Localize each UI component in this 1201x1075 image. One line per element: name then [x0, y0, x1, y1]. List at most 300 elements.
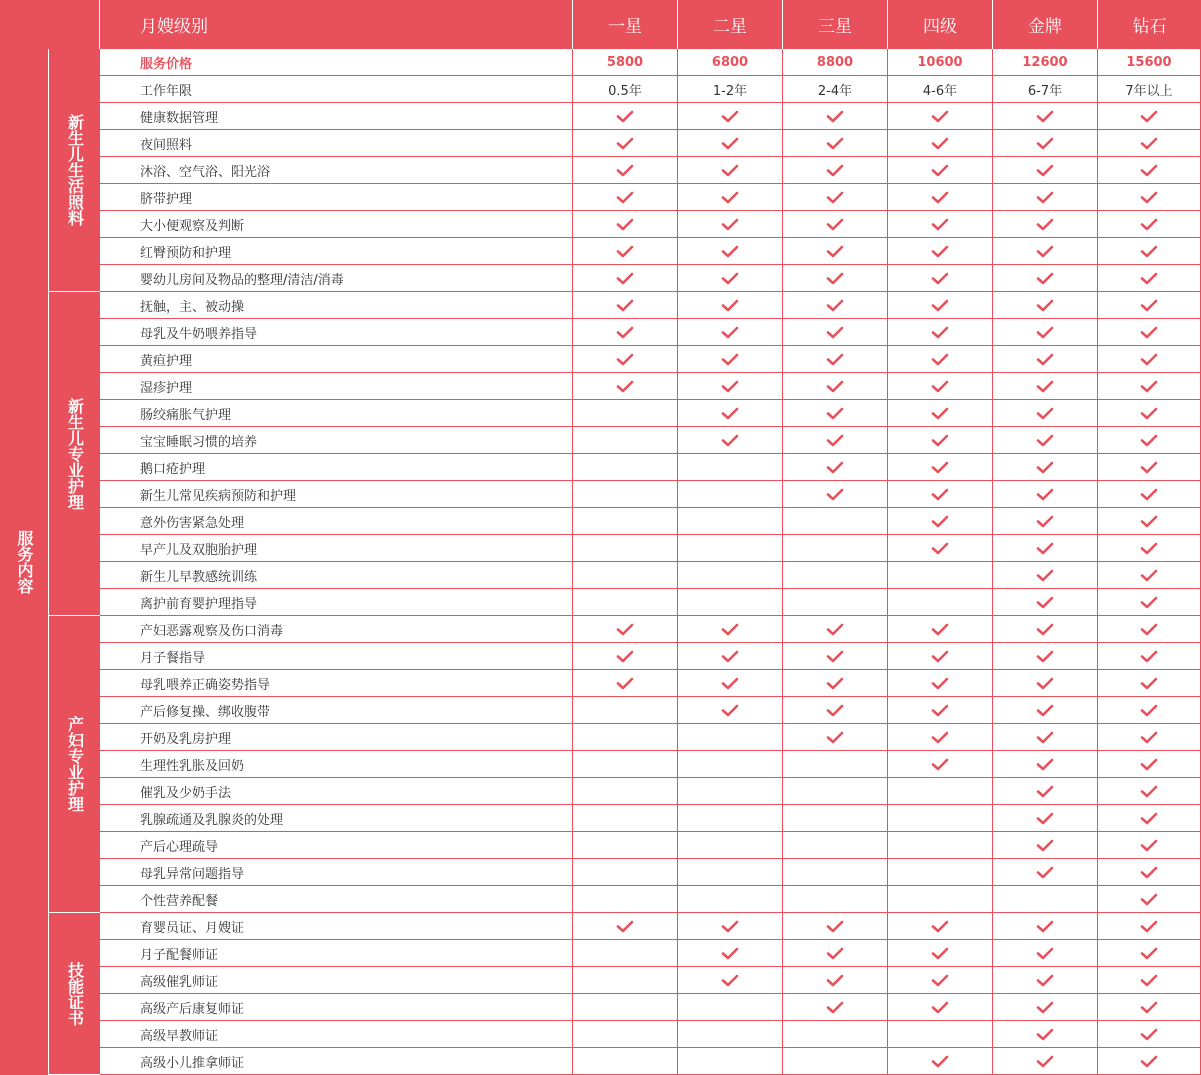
value-cell	[573, 508, 678, 535]
value-cell	[888, 346, 993, 373]
value-cell	[678, 130, 783, 157]
service-row-label	[100, 238, 573, 265]
check-icon	[616, 164, 634, 177]
value-cell	[1098, 76, 1201, 103]
check-icon	[1140, 1055, 1158, 1068]
check-icon	[1140, 245, 1158, 258]
check-icon	[1036, 974, 1054, 987]
row-label: 新生儿早教感统训练	[140, 569, 258, 585]
header-level-4	[888, 0, 993, 49]
section-3-label	[49, 616, 100, 913]
check-icon	[826, 623, 844, 636]
value-cell	[678, 859, 783, 886]
value-cell	[993, 805, 1098, 832]
header-level-1	[573, 0, 678, 49]
check-icon	[826, 488, 844, 501]
row-label: 肠绞痛胀气护理	[140, 407, 232, 423]
value-cell	[678, 481, 783, 508]
check-icon	[826, 1001, 844, 1014]
row-label: 脐带护理	[140, 191, 193, 207]
value-cell	[1098, 427, 1201, 454]
value-cell	[678, 238, 783, 265]
value-cell	[573, 589, 678, 616]
service-row-label	[100, 103, 573, 130]
check-icon	[826, 731, 844, 744]
value-cell	[573, 562, 678, 589]
service-row-label	[100, 859, 573, 886]
check-icon	[721, 272, 739, 285]
check-icon	[1140, 623, 1158, 636]
level-name: 三星	[818, 17, 852, 37]
value-cell	[1098, 373, 1201, 400]
row-label: 高级小儿推拿师证	[140, 1055, 245, 1071]
check-icon	[1140, 380, 1158, 393]
service-row-label	[100, 724, 573, 751]
check-icon	[1036, 677, 1054, 690]
value-cell	[1098, 49, 1201, 76]
row-label: 母乳异常问题指导	[140, 866, 245, 882]
value-cell	[888, 643, 993, 670]
value-cell	[993, 184, 1098, 211]
value-cell	[573, 535, 678, 562]
check-icon	[826, 272, 844, 285]
check-icon	[826, 353, 844, 366]
value-cell	[888, 1048, 993, 1075]
value-cell	[1098, 697, 1201, 724]
check-icon	[721, 974, 739, 987]
check-icon	[1036, 812, 1054, 825]
check-icon	[1036, 407, 1054, 420]
section-name: 技能证书	[65, 961, 85, 1026]
value-cell	[573, 994, 678, 1021]
value-cell	[993, 454, 1098, 481]
check-icon	[931, 164, 949, 177]
value-cell	[1098, 643, 1201, 670]
value-cell	[993, 1021, 1098, 1048]
value-cell	[783, 805, 888, 832]
check-icon	[931, 1055, 949, 1068]
value-cell	[783, 616, 888, 643]
check-icon	[826, 650, 844, 663]
check-icon	[1140, 137, 1158, 150]
value-cell	[993, 265, 1098, 292]
service-row-label	[100, 346, 573, 373]
value-cell	[1098, 319, 1201, 346]
check-icon	[1140, 1028, 1158, 1041]
value-cell	[993, 400, 1098, 427]
row-label: 离护前育婴护理指导	[140, 596, 258, 612]
value-cell	[678, 1021, 783, 1048]
value-cell	[1098, 562, 1201, 589]
check-icon	[616, 218, 634, 231]
value-cell	[573, 859, 678, 886]
value-cell	[678, 724, 783, 751]
check-icon	[721, 326, 739, 339]
check-icon	[1036, 596, 1054, 609]
check-icon	[1036, 920, 1054, 933]
value-cell	[888, 184, 993, 211]
check-icon	[1036, 785, 1054, 798]
row-label: 生理性乳胀及回奶	[140, 758, 245, 774]
value-cell	[573, 373, 678, 400]
check-icon	[826, 326, 844, 339]
value-cell	[783, 103, 888, 130]
value-cell	[993, 913, 1098, 940]
value-cell	[1098, 724, 1201, 751]
check-icon	[1036, 1001, 1054, 1014]
value-cell	[993, 373, 1098, 400]
header-level-5	[993, 0, 1098, 49]
level-name: 金牌	[1028, 17, 1062, 37]
check-icon	[826, 461, 844, 474]
value-cell	[1098, 346, 1201, 373]
section-4-label	[49, 913, 100, 1075]
check-icon	[1036, 110, 1054, 123]
check-icon	[616, 299, 634, 312]
check-icon	[931, 434, 949, 447]
value-cell	[1098, 211, 1201, 238]
price-value: 15600	[1126, 54, 1172, 70]
check-icon	[721, 704, 739, 717]
check-icon	[931, 650, 949, 663]
check-icon	[1140, 434, 1158, 447]
check-icon	[1140, 353, 1158, 366]
value-cell	[993, 157, 1098, 184]
check-icon	[616, 191, 634, 204]
value-cell	[1098, 508, 1201, 535]
check-icon	[1036, 218, 1054, 231]
service-row-label	[100, 994, 573, 1021]
value-cell	[783, 76, 888, 103]
check-icon	[931, 380, 949, 393]
check-icon	[616, 380, 634, 393]
value-cell	[888, 562, 993, 589]
check-icon	[931, 110, 949, 123]
value-cell	[1098, 994, 1201, 1021]
value-cell	[888, 697, 993, 724]
row-label: 月子配餐师证	[140, 947, 219, 963]
row-label: 服务价格	[140, 56, 193, 72]
check-icon	[616, 353, 634, 366]
row-label: 湿疹护理	[140, 380, 193, 396]
row-label: 婴幼儿房间及物品的整理/清洁/消毒	[140, 272, 344, 288]
row-label: 高级产后康复师证	[140, 1001, 245, 1017]
check-icon	[616, 677, 634, 690]
value-cell	[573, 913, 678, 940]
check-icon	[1036, 461, 1054, 474]
check-icon	[826, 191, 844, 204]
check-icon	[1140, 299, 1158, 312]
value-cell	[1098, 481, 1201, 508]
check-icon	[1140, 677, 1158, 690]
value-cell	[993, 292, 1098, 319]
check-icon	[616, 920, 634, 933]
value-cell	[573, 427, 678, 454]
value-cell	[678, 454, 783, 481]
service-row-label	[100, 1021, 573, 1048]
value-cell	[888, 76, 993, 103]
value-cell	[783, 589, 888, 616]
value-cell	[888, 751, 993, 778]
years-value: 6-7年	[1027, 83, 1063, 99]
service-row-label	[100, 913, 573, 940]
check-icon	[1140, 191, 1158, 204]
check-icon	[1140, 461, 1158, 474]
value-cell	[993, 508, 1098, 535]
value-cell	[888, 454, 993, 481]
check-icon	[1036, 866, 1054, 879]
row-label: 高级早教师证	[140, 1028, 219, 1044]
check-icon	[616, 110, 634, 123]
value-cell	[993, 697, 1098, 724]
value-cell	[573, 643, 678, 670]
value-cell	[1098, 940, 1201, 967]
check-icon	[721, 299, 739, 312]
row-label: 月子餐指导	[140, 650, 206, 666]
value-cell	[678, 832, 783, 859]
check-icon	[1036, 515, 1054, 528]
value-cell	[783, 211, 888, 238]
value-cell	[678, 1048, 783, 1075]
row-label: 高级催乳师证	[140, 974, 219, 990]
check-icon	[931, 218, 949, 231]
value-cell	[1098, 400, 1201, 427]
value-cell	[1098, 1021, 1201, 1048]
value-cell	[783, 1048, 888, 1075]
service-row-label	[100, 400, 573, 427]
check-icon	[721, 353, 739, 366]
value-cell	[993, 103, 1098, 130]
value-cell	[888, 805, 993, 832]
value-cell	[1098, 589, 1201, 616]
value-cell	[888, 238, 993, 265]
value-cell	[783, 427, 888, 454]
value-cell	[888, 859, 993, 886]
check-icon	[1036, 1028, 1054, 1041]
years-value: 1-2年	[712, 83, 748, 99]
check-icon	[1036, 434, 1054, 447]
check-icon	[826, 677, 844, 690]
value-cell	[993, 967, 1098, 994]
value-cell	[993, 859, 1098, 886]
value-cell	[573, 967, 678, 994]
check-icon	[1140, 812, 1158, 825]
check-icon	[721, 920, 739, 933]
value-cell	[888, 427, 993, 454]
row-label: 红臀预防和护理	[140, 245, 232, 261]
value-cell	[1098, 184, 1201, 211]
value-cell	[678, 508, 783, 535]
check-icon	[721, 218, 739, 231]
value-cell	[678, 967, 783, 994]
check-icon	[721, 380, 739, 393]
value-cell	[678, 751, 783, 778]
check-icon	[1036, 353, 1054, 366]
value-cell	[678, 670, 783, 697]
check-icon	[826, 218, 844, 231]
check-icon	[826, 245, 844, 258]
value-cell	[1098, 157, 1201, 184]
row-label: 工作年限	[140, 83, 193, 99]
check-icon	[1140, 893, 1158, 906]
value-cell	[573, 751, 678, 778]
check-icon	[1036, 488, 1054, 501]
service-row-label	[100, 454, 573, 481]
level-label-text: 月嫂级别	[140, 17, 208, 37]
check-icon	[721, 650, 739, 663]
price-value: 10600	[917, 54, 963, 70]
check-icon	[931, 326, 949, 339]
row-label: 产妇恶露观察及伤口消毒	[140, 623, 284, 639]
value-cell	[678, 562, 783, 589]
price-row-label	[100, 49, 573, 76]
value-cell	[573, 616, 678, 643]
years-row-label	[100, 76, 573, 103]
service-row-label	[100, 778, 573, 805]
value-cell	[783, 697, 888, 724]
check-icon	[1036, 704, 1054, 717]
check-icon	[1140, 110, 1158, 123]
check-icon	[1140, 326, 1158, 339]
check-icon	[931, 272, 949, 285]
check-icon	[826, 704, 844, 717]
value-cell	[888, 481, 993, 508]
check-icon	[931, 974, 949, 987]
value-cell	[888, 400, 993, 427]
check-icon	[826, 110, 844, 123]
value-cell	[1098, 238, 1201, 265]
value-cell	[783, 724, 888, 751]
value-cell	[678, 535, 783, 562]
row-label: 育婴员证、月嫂证	[140, 920, 245, 936]
check-icon	[1036, 191, 1054, 204]
section-name: 新生儿专业护理	[65, 397, 85, 510]
row-label: 产后修复操、绑收腹带	[140, 704, 271, 720]
value-cell	[783, 292, 888, 319]
value-cell	[573, 481, 678, 508]
check-icon	[931, 731, 949, 744]
value-cell	[1098, 1048, 1201, 1075]
value-cell	[888, 724, 993, 751]
value-cell	[678, 616, 783, 643]
service-row-label	[100, 184, 573, 211]
check-icon	[1036, 731, 1054, 744]
value-cell	[1098, 103, 1201, 130]
check-icon	[931, 758, 949, 771]
header-level-label	[100, 0, 573, 49]
check-icon	[931, 245, 949, 258]
value-cell	[783, 157, 888, 184]
check-icon	[931, 353, 949, 366]
header-corner	[0, 0, 100, 49]
value-cell	[573, 157, 678, 184]
value-cell	[888, 589, 993, 616]
value-cell	[573, 886, 678, 913]
value-cell	[573, 724, 678, 751]
value-cell	[678, 778, 783, 805]
check-icon	[931, 461, 949, 474]
level-name: 钻石	[1132, 17, 1167, 37]
row-label: 健康数据管理	[140, 110, 219, 126]
level-name: 二星	[713, 17, 747, 37]
check-icon	[931, 947, 949, 960]
check-icon	[1140, 758, 1158, 771]
check-icon	[1140, 272, 1158, 285]
value-cell	[888, 319, 993, 346]
value-cell	[1098, 535, 1201, 562]
value-cell	[678, 940, 783, 967]
check-icon	[1036, 623, 1054, 636]
check-icon	[1036, 299, 1054, 312]
check-icon	[616, 245, 634, 258]
check-icon	[931, 488, 949, 501]
value-cell	[783, 670, 888, 697]
value-cell	[783, 859, 888, 886]
check-icon	[721, 434, 739, 447]
check-icon	[1036, 758, 1054, 771]
value-cell	[573, 805, 678, 832]
value-cell	[678, 292, 783, 319]
value-cell	[783, 562, 888, 589]
check-icon	[1036, 164, 1054, 177]
value-cell	[783, 400, 888, 427]
row-label: 新生儿常见疾病预防和护理	[140, 488, 297, 504]
price-value: 6800	[711, 54, 749, 70]
value-cell	[888, 1021, 993, 1048]
check-icon	[1036, 947, 1054, 960]
value-cell	[1098, 265, 1201, 292]
check-icon	[1140, 164, 1158, 177]
value-cell	[678, 103, 783, 130]
row-label: 意外伤害紧急处理	[140, 515, 245, 531]
check-icon	[931, 191, 949, 204]
value-cell	[678, 913, 783, 940]
check-icon	[826, 407, 844, 420]
value-cell	[993, 643, 1098, 670]
value-cell	[888, 508, 993, 535]
check-icon	[826, 974, 844, 987]
row-label: 母乳喂养正确姿势指导	[140, 677, 271, 693]
value-cell	[573, 292, 678, 319]
check-icon	[1140, 866, 1158, 879]
level-name: 四级	[923, 17, 957, 37]
value-cell	[573, 1021, 678, 1048]
value-cell	[678, 265, 783, 292]
value-cell	[993, 130, 1098, 157]
value-cell	[1098, 859, 1201, 886]
years-value: 0.5年	[608, 83, 642, 99]
row-label: 黄疸护理	[140, 353, 193, 369]
row-label: 早产儿及双胞胎护理	[140, 542, 258, 558]
check-icon	[1036, 1055, 1054, 1068]
check-icon	[931, 137, 949, 150]
value-cell	[1098, 292, 1201, 319]
value-cell	[783, 373, 888, 400]
check-icon	[826, 299, 844, 312]
value-cell	[678, 184, 783, 211]
value-cell	[783, 130, 888, 157]
check-icon	[616, 272, 634, 285]
row-label: 宝宝睡眠习惯的培养	[140, 434, 258, 450]
service-row-label	[100, 319, 573, 346]
value-cell	[993, 346, 1098, 373]
check-icon	[616, 650, 634, 663]
value-cell	[888, 103, 993, 130]
value-cell	[783, 319, 888, 346]
check-icon	[1140, 596, 1158, 609]
main-category-text: 服务内容	[15, 530, 34, 594]
row-label: 个性营养配餐	[140, 893, 219, 909]
